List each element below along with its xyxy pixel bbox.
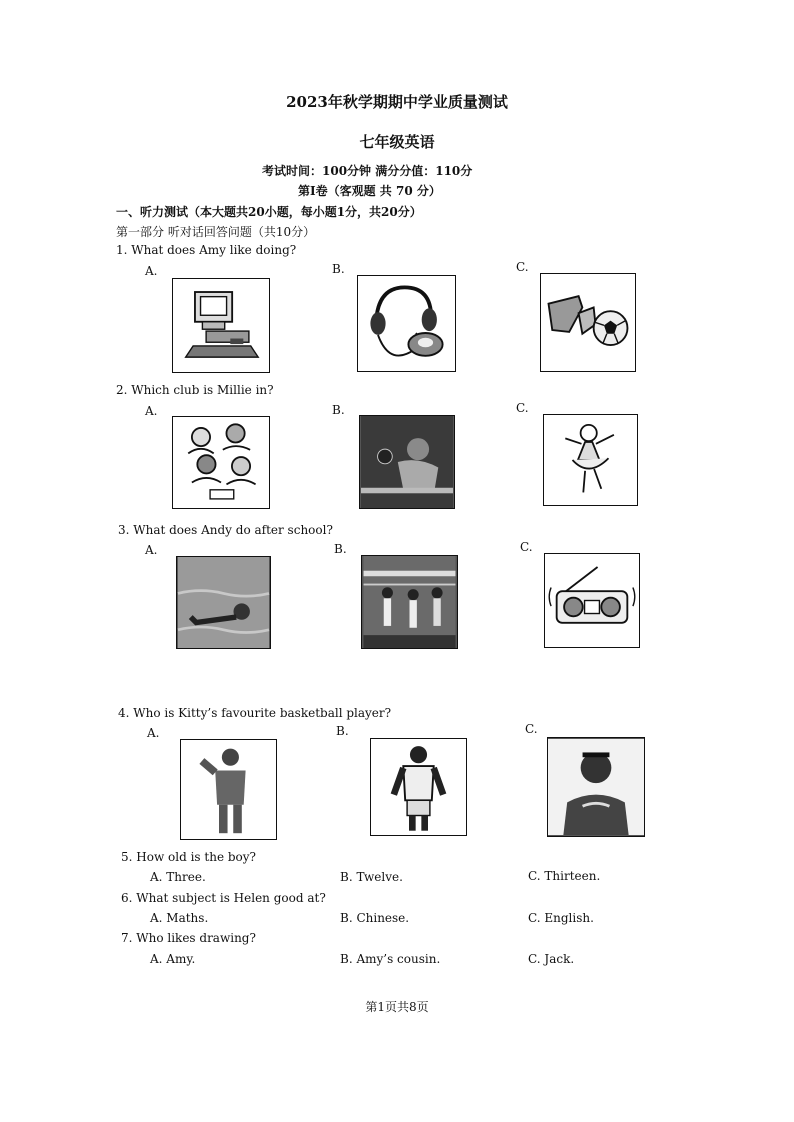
q2-option-c-label: C. — [516, 401, 529, 415]
part-heading: 第一部分 听对话回答问题（共10分） — [116, 225, 316, 239]
q6-option-a[interactable]: A. Maths. — [150, 911, 209, 925]
swimming-photo[interactable] — [176, 556, 271, 649]
q7-option-b[interactable]: B. Amy’s cousin. — [340, 952, 441, 966]
q4-option-a-label: A. — [147, 726, 160, 740]
radio-icon[interactable] — [544, 553, 640, 648]
q5-option-a[interactable]: A. Three. — [150, 870, 206, 884]
children-reading-icon[interactable] — [172, 416, 270, 509]
question-6: 6. What subject is Helen good at? — [121, 891, 326, 905]
q5-option-b[interactable]: B. Twelve. — [340, 870, 403, 884]
computer-icon[interactable] — [172, 278, 270, 373]
q1-option-a-label: A. — [145, 264, 158, 278]
headphones-cd-player-icon[interactable] — [357, 275, 456, 372]
q1-option-c-label: C. — [516, 260, 529, 274]
question-5: 5. How old is the boy? — [121, 850, 256, 864]
q4-option-b-label: B. — [336, 724, 349, 738]
basketball-player-photo-b[interactable] — [370, 738, 467, 836]
basketball-player-photo-c[interactable] — [547, 737, 645, 837]
exam-info: 考试时间：100分钟 满分分值：110分 — [262, 164, 473, 178]
exam-title: 2023年秋学期期中学业质量测试 — [286, 93, 508, 111]
q3-option-c-label: C. — [520, 540, 533, 554]
q6-option-b[interactable]: B. Chinese. — [340, 911, 410, 925]
q5-option-c[interactable]: C. Thirteen. — [528, 869, 601, 883]
volume-title: 第Ⅰ卷（客观题 共 70 分） — [298, 184, 441, 198]
question-3: 3. What does Andy do after school? — [118, 523, 333, 537]
page-number: 第1页共8页 — [365, 1000, 429, 1014]
dancing-girl-icon[interactable] — [543, 414, 638, 506]
basketball-player-photo-a[interactable] — [180, 739, 277, 840]
table-tennis-photo[interactable] — [359, 415, 455, 509]
q7-option-c[interactable]: C. Jack. — [528, 952, 575, 966]
q4-option-c-label: C. — [525, 722, 538, 736]
q2-option-a-label: A. — [145, 404, 158, 418]
q3-option-b-label: B. — [334, 542, 347, 556]
shoes-football-icon[interactable] — [540, 273, 636, 372]
volleyball-photo[interactable] — [361, 555, 458, 649]
q3-option-a-label: A. — [145, 543, 158, 557]
q6-option-c[interactable]: C. English. — [528, 911, 594, 925]
question-7: 7. Who likes drawing? — [121, 931, 256, 945]
q2-option-b-label: B. — [332, 403, 345, 417]
question-4: 4. Who is Kitty’s favourite basketball player? — [118, 706, 392, 720]
subject-title: 七年级英语 — [359, 133, 435, 151]
question-1: 1. What does Amy like doing? — [116, 243, 297, 257]
section-heading: 一、听力测试（本大题共20小题，每小题1分，共20分） — [116, 205, 422, 219]
q1-option-b-label: B. — [332, 262, 345, 276]
q7-option-a[interactable]: A. Amy. — [150, 952, 196, 966]
question-2: 2. Which club is Millie in? — [116, 383, 274, 397]
